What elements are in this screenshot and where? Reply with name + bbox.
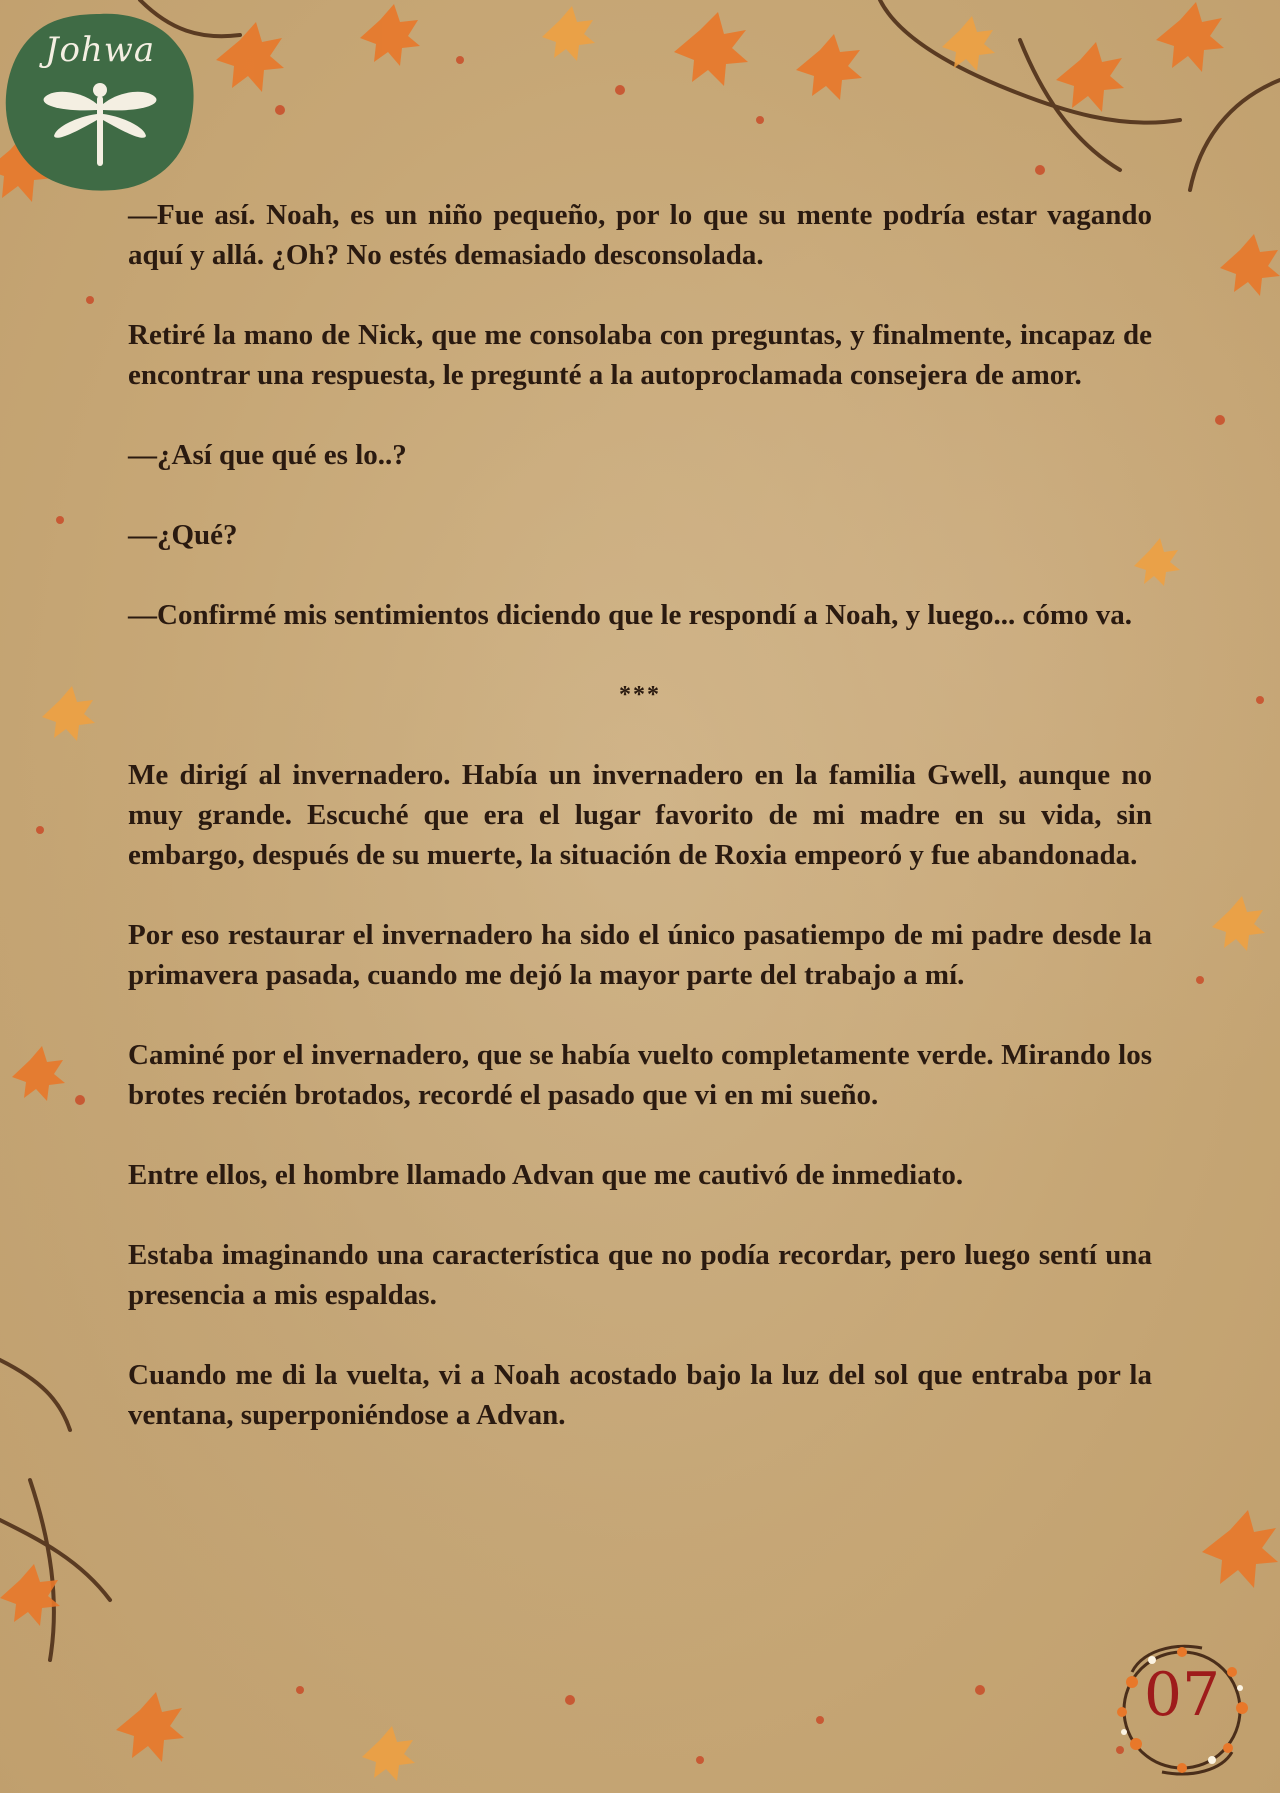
paragraph-7: Por eso restaurar el invernadero ha sido el único pasatiempo de mi padre desde la primavera pasada, cuando me dejó la mayor parte del trabajo a mí. xyxy=(128,919,1152,991)
paragraph-3: —¿Así que qué es lo..? xyxy=(128,439,407,471)
paragraph-5: —Confirmé mis sentimientos diciendo que le respondí a Noah, y luego... cómo va. xyxy=(128,599,1132,631)
badge-title: Johwa xyxy=(44,30,156,70)
scene-separator: *** xyxy=(619,682,661,708)
paragraph-10: Estaba imaginando una característica que no podía recordar, pero luego sentí una presencia a mis espaldas. xyxy=(128,1239,1152,1311)
dragonfly-icon xyxy=(40,80,160,170)
paragraph-1: —Fue así. Noah, es un niño pequeño, por lo que su mente podría estar vagando aquí y allá. ¿Oh? No estés demasiado desconsolada. xyxy=(128,199,1152,271)
page-number: 07 xyxy=(1143,1660,1221,1730)
paragraph-11: Cuando me di la vuelta, vi a Noah acostado bajo la luz del sol que entraba por la ventana, superponiéndose a Advan. xyxy=(128,1359,1152,1431)
paragraph-2: Retiré la mano de Nick, que me consolaba con preguntas, y finalmente, incapaz de encontrar una respuesta, le pregunté a la autoproclamada consejera de amor. xyxy=(128,319,1152,391)
paragraph-6: Me dirigí al invernadero. Había un invernadero en la familia Gwell, aunque no muy grande. Escuché que era el lugar favorito de mi madre en su vida, sin embargo, después de su muerte, la situación de Roxia empeoró y fue abandonada. xyxy=(128,759,1152,871)
johwa-badge xyxy=(2,10,198,192)
page-number-badge xyxy=(1092,1632,1272,1782)
paragraph-4: —¿Qué? xyxy=(128,519,238,551)
paragraph-8: Caminé por el invernadero, que se había vuelto completamente verde. Mirando los brotes recién brotados, recordé el pasado que vi en mi sueño. xyxy=(128,1039,1152,1111)
story-text xyxy=(128,195,1152,1475)
paragraph-9: Entre ellos, el hombre llamado Advan que me cautivó de inmediato. xyxy=(128,1159,964,1191)
